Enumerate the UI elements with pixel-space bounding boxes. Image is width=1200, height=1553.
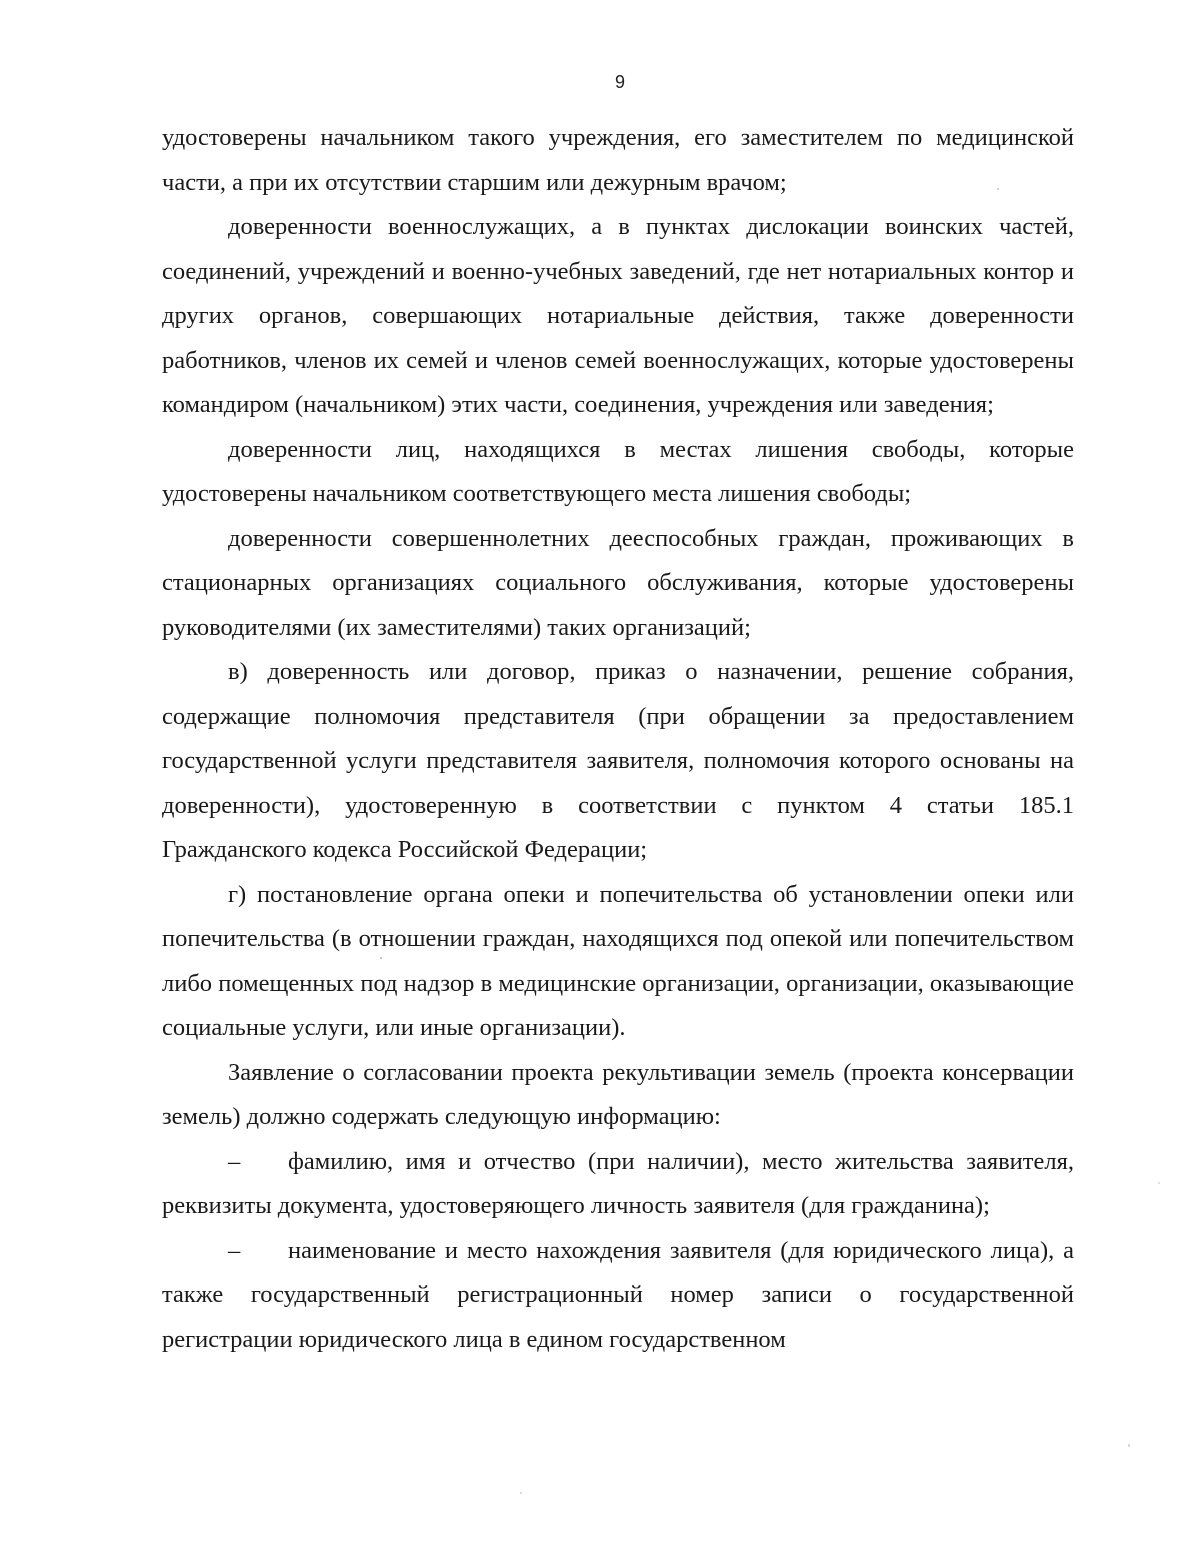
paragraph-2: доверенности военнослужащих, а в пунктах дислокации воинских частей, соединений, учреждений и военно-учебных заведений, где нет нотариальных контор и других органов, совершающих нотариальные действия, также доверенности работников, членов их семей и членов семей военнослужащих, которые удостоверены командиром (начальником) этих части, соединения, учреждения или заведения; bbox=[162, 213, 1074, 418]
paragraph-7: Заявление о согласовании проекта рекультивации земель (проекта консервации земель) должно содержать следующую информацию: bbox=[162, 1058, 1074, 1130]
paragraph-5: в) доверенность или договор, приказ о назначении, решение собрания, содержащие полномочия представителя (при обращении за предоставлением государственной услуги представителя заявителя, полномочия которого основаны на доверенности), удостоверенную в соответствии с пунктом 4 статьи 185.1 Гражданского кодекса Российской Федерации; bbox=[162, 658, 1074, 863]
paragraph-1: удостоверены начальником такого учреждения, его заместителем по медицинской части, а при их отсутствии старшим или дежурным врачом; bbox=[162, 124, 1074, 196]
list-item-text: наименование и место нахождения заявителя (для юридического лица), а также государственный регистрационный номер записи о государственной регистрации юридического лица в едином государственном bbox=[162, 1236, 1074, 1353]
list-item-2 bbox=[162, 1229, 1074, 1363]
paragraph-3: доверенности лиц, находящихся в местах лишения свободы, которые удостоверены начальником соответствующего места лишения свободы; bbox=[162, 435, 1074, 507]
paragraph-4: доверенности совершеннолетних дееспособных граждан, проживающих в стационарных организациях социального обслуживания, которые удостоверены руководителями (их заместителями) таких организаций; bbox=[162, 524, 1074, 641]
list-item-1 bbox=[162, 1140, 1074, 1229]
scan-speck bbox=[1128, 1444, 1130, 1447]
document-body bbox=[162, 116, 1074, 1362]
scan-speck bbox=[1158, 1182, 1160, 1184]
scan-speck bbox=[380, 957, 382, 959]
scan-speck bbox=[997, 188, 999, 190]
list-item-dash: – bbox=[228, 1147, 241, 1175]
paragraph-6: г) постановление органа опеки и попечительства об установлении опеки или попечительства (в отношении граждан, находящихся под опекой или попечительством либо помещенных под надзор в медицинские организации, организации, оказывающие социальные услуги, или иные организации). bbox=[162, 880, 1074, 1041]
scan-speck bbox=[520, 1492, 522, 1494]
list-item-text: фамилию, имя и отчество (при наличии), место жительства заявителя, реквизиты документа, удостоверяющего личность заявителя (для гражданина); bbox=[162, 1147, 1074, 1219]
list-item-dash: – bbox=[228, 1236, 241, 1264]
page-number: 9 bbox=[614, 72, 625, 92]
